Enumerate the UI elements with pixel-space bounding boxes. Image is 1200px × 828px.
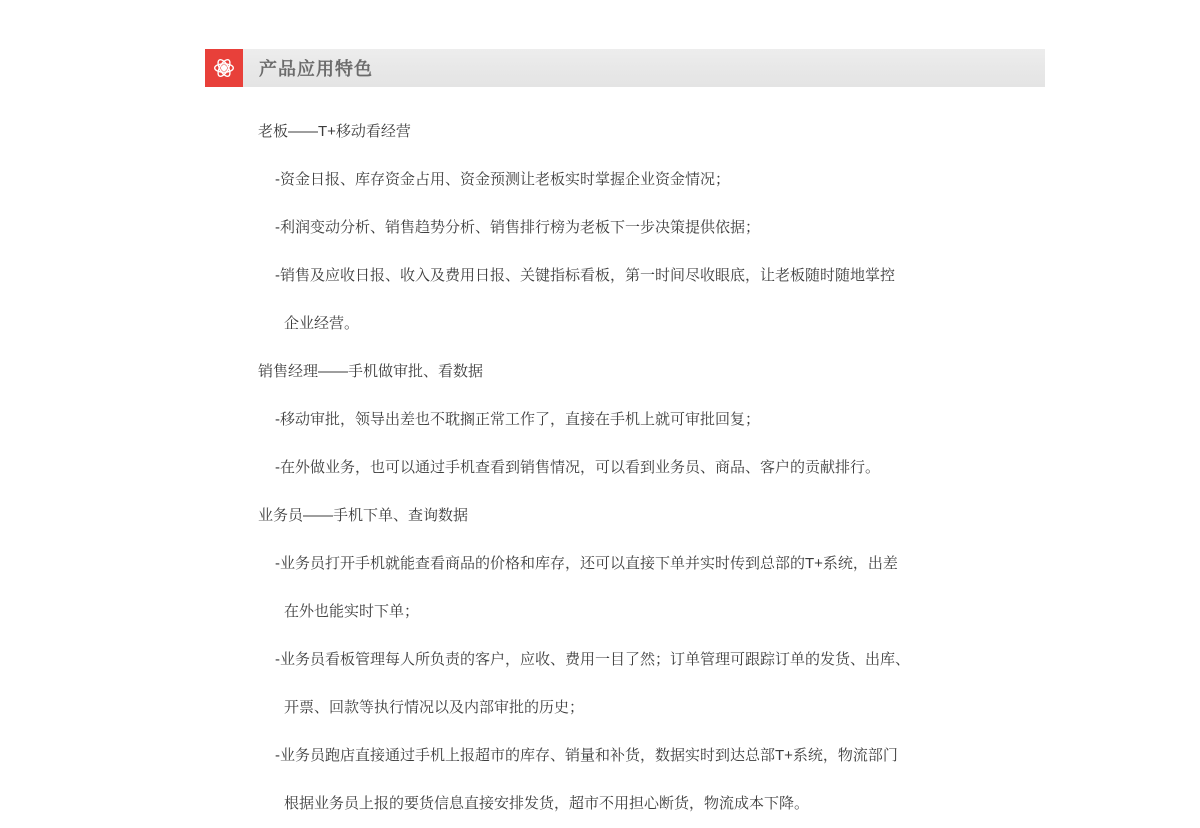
section-title: 产品应用特色 — [259, 59, 373, 79]
paragraph-heading: 销售经理——手机做审批、看数据 — [258, 363, 484, 380]
paragraph-continuation: 根据业务员上报的要货信息直接安排发货，超市不用担心断货，物流成本下降。 — [284, 795, 810, 812]
paragraph-bullet: -业务员打开手机就能查看商品的价格和库存，还可以直接下单并实时传到总部的T+系统，出差 — [275, 555, 898, 572]
paragraph-bullet: -移动审批，领导出差也不耽搁正常工作了，直接在手机上就可审批回复； — [275, 411, 760, 428]
paragraph-bullet: -业务员跑店直接通过手机上报超市的库存、销量和补货，数据实时到达总部T+系统，物流部门 — [275, 747, 898, 764]
paragraph-bullet: -业务员看板管理每人所负责的客户，应收、费用一目了然；订单管理可跟踪订单的发货、出库、 — [275, 651, 910, 668]
section-header — [205, 49, 1045, 87]
paragraph-bullet: -销售及应收日报、收入及费用日报、关键指标看板，第一时间尽收眼底，让老板随时随地掌控 — [275, 267, 895, 284]
paragraph-bullet: -利润变动分析、销售趋势分析、销售排行榜为老板下一步决策提供依据； — [275, 219, 760, 236]
paragraph-continuation: 开票、回款等执行情况以及内部审批的历史； — [284, 699, 585, 716]
paragraph-continuation: 企业经营。 — [284, 315, 360, 332]
content-body — [258, 108, 958, 828]
gear-atom-icon — [205, 49, 243, 87]
paragraph-heading: 老板——T+移动看经营 — [258, 123, 411, 140]
paragraph-heading: 业务员——手机下单、查询数据 — [258, 507, 469, 524]
paragraph-bullet: -资金日报、库存资金占用、资金预测让老板实时掌握企业资金情况； — [275, 171, 730, 188]
paragraph-bullet: -在外做业务，也可以通过手机查看到销售情况，可以看到业务员、商品、客户的贡献排行。 — [275, 459, 880, 476]
paragraph-continuation: 在外也能实时下单； — [284, 603, 420, 620]
